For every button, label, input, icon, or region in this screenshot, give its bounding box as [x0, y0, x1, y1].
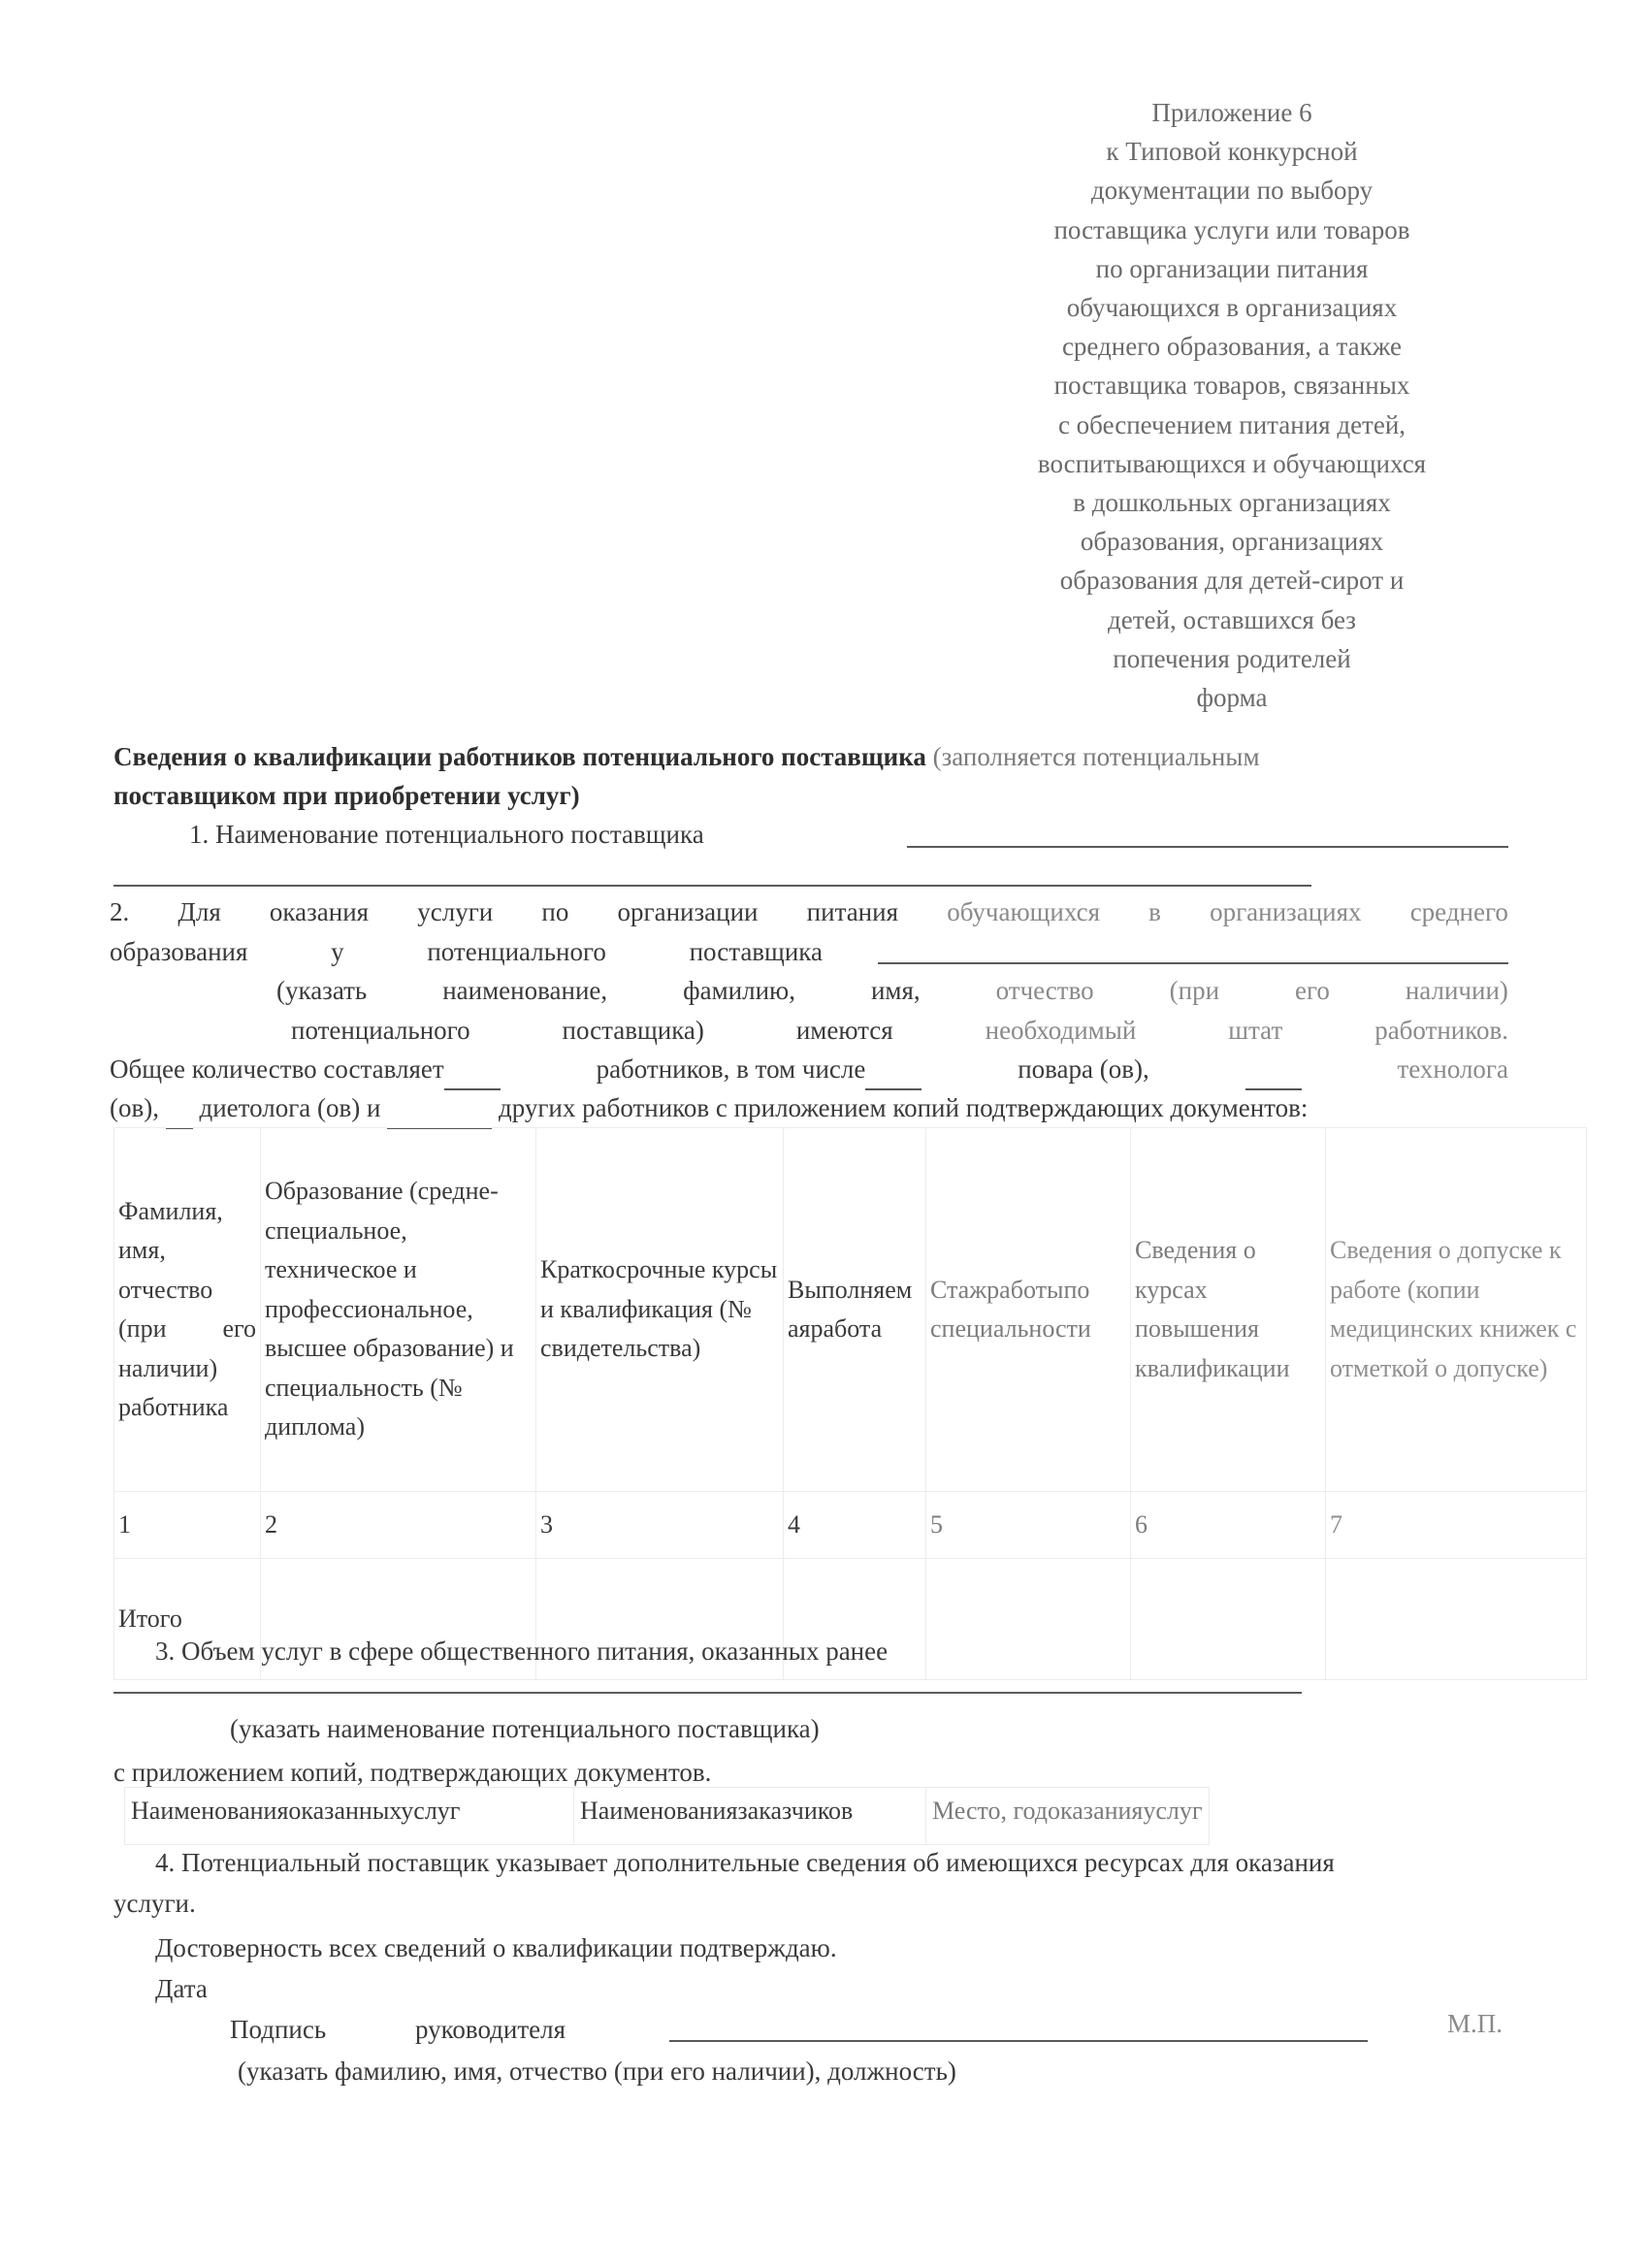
title-line2: поставщиком при приобретении услуг): [113, 781, 580, 810]
title-bold: Сведения о квалификации работников потенциального поставщика: [113, 742, 926, 771]
cooks-label: работников, в том числе: [596, 1054, 866, 1084]
appendix-line: Приложение 6: [1151, 98, 1312, 127]
technologists-label: технолога: [1397, 1054, 1508, 1084]
word: штат: [1228, 1016, 1283, 1045]
word: поставщика: [689, 937, 823, 966]
cooks-count-field[interactable]: [865, 1050, 922, 1090]
signature-label-2: руководителя: [415, 2015, 566, 2044]
section4-text: 4. Потенциальный поставщик указывает дополнительные сведения об имеющихся ресурсах для оказания: [155, 1848, 1335, 1877]
word: (ов),: [110, 1093, 159, 1122]
word: необходимый: [985, 1016, 1137, 1045]
other-workers-label: других работников с приложением копий подтверждающих документов:: [498, 1093, 1309, 1122]
appendix-line: среднего образования, а также: [1061, 332, 1403, 362]
word: обучающихся: [947, 897, 1100, 926]
word: его: [1294, 976, 1330, 1005]
word: имя,: [870, 976, 921, 1005]
staff-qualification-table: [113, 1127, 1587, 1680]
total-count-field[interactable]: [444, 1050, 501, 1090]
word: (указать: [276, 976, 368, 1005]
other-workers-count-field[interactable]: [387, 1088, 492, 1129]
header-work-performed: Выполняемаяработа: [784, 1128, 926, 1492]
section3-hint: (указать наименование потенциального поставщика): [230, 1714, 820, 1743]
header-work-permit: Сведения о допуске к работе (копии медицинских книжек с отметкой о допуске): [1326, 1128, 1587, 1492]
date-label: Дата: [155, 1974, 208, 2003]
column-number: 6: [1131, 1492, 1326, 1559]
appendix-header: [970, 93, 1494, 717]
appendix-line: поставщика товаров, связанных: [1053, 371, 1410, 401]
table-number-row: [114, 1492, 1587, 1559]
word: наличии): [1405, 976, 1508, 1005]
section2-line2: [110, 932, 823, 971]
technologists-count-field[interactable]: [1245, 1050, 1302, 1090]
section2-line3: [276, 971, 1508, 1010]
word: поставщика): [562, 1016, 704, 1045]
word: оказания: [269, 897, 370, 926]
document-title: [113, 737, 1510, 815]
section3-attach: с приложением копий, подтверждающих документов.: [113, 1758, 712, 1787]
confirmation-text: Достоверность всех сведений о квалификации подтверждаю.: [155, 1933, 837, 1962]
appendix-form-label: форма: [1196, 683, 1268, 713]
word: потенциального: [427, 937, 606, 966]
section2-line5: [110, 1050, 1508, 1090]
appendix-line: образования, организациях: [1080, 527, 1384, 557]
appendix-line: документации по выбору: [1090, 176, 1374, 206]
dietitians-label: диетолога (ов) и: [199, 1093, 381, 1122]
previous-services-field[interactable]: [113, 1692, 1302, 1694]
word: образования: [110, 937, 248, 966]
table-header-row: [114, 1128, 1587, 1492]
word: 2.: [110, 897, 130, 926]
appendix-line: в дошкольных организациях: [1073, 488, 1391, 518]
signature-field[interactable]: [669, 2040, 1368, 2042]
appendix-line: по организации питания: [1095, 253, 1369, 283]
column-number: 7: [1326, 1492, 1587, 1559]
word: питания: [806, 897, 899, 926]
services-header-row: [125, 1788, 1210, 1845]
section1-label: 1. Наименование потенциального поставщика: [189, 820, 704, 849]
section2-line1: [110, 892, 1508, 931]
column-number: 1: [114, 1492, 261, 1559]
section3-label: 3. Объем услуг в сфере общественного питания, оказанных ранее: [155, 1636, 889, 1666]
supplier-name-field[interactable]: [907, 846, 1508, 848]
supplier-name-field-2[interactable]: [878, 962, 1508, 964]
word: фамилию,: [683, 976, 795, 1005]
word: организациях: [1210, 897, 1362, 926]
title-note: (заполняется потенциальным: [932, 742, 1260, 771]
appendix-line: обучающихся в организациях: [1066, 293, 1398, 323]
appendix-line: попечения родителей: [1113, 643, 1351, 673]
header-experience: Стажработыпо специальности: [926, 1128, 1131, 1492]
signature-hint: (указать фамилию, имя, отчество (при его наличии), должность): [238, 2057, 956, 2086]
word: среднего: [1409, 897, 1508, 926]
appendix-line: воспитывающихся и обучающихся: [1037, 448, 1427, 478]
word: услуги: [417, 897, 494, 926]
stamp-label: М.П.: [1447, 2009, 1504, 2038]
section2-line4: [291, 1011, 1508, 1050]
header-education: Образование (средне-специальное, техническое и профессиональное, высшее образование) и специальность (№ диплома): [261, 1128, 536, 1492]
word: в: [1148, 897, 1161, 926]
word: наименование,: [442, 976, 608, 1005]
header-customers: Наименованиязаказчиков: [574, 1788, 926, 1845]
appendix-line: образования для детей-сирот и: [1059, 566, 1405, 596]
section2-line6: [110, 1088, 1308, 1129]
column-number: 5: [926, 1492, 1131, 1559]
total-label: Итого: [114, 1559, 261, 1680]
word: работников.: [1374, 1016, 1508, 1045]
table-cell[interactable]: [1326, 1559, 1587, 1680]
header-short-courses: Краткосрочные курсы и квалификация (№ свидетельства): [536, 1128, 784, 1492]
table-cell[interactable]: [1131, 1559, 1326, 1680]
word: у: [331, 937, 344, 966]
header-place-year: Место, годоказанияуслуг: [926, 1788, 1210, 1845]
word: потенциального: [291, 1016, 470, 1045]
appendix-line: детей, оставшихся без: [1108, 604, 1356, 634]
table-cell[interactable]: [926, 1559, 1131, 1680]
word: имеются: [795, 1016, 893, 1045]
services-table: [124, 1787, 1210, 1845]
column-number: 4: [784, 1492, 926, 1559]
header-full-name: Фамилия, имя, отчество (при его наличии) работника: [114, 1128, 261, 1492]
appendix-line: с обеспечением питания детей,: [1057, 409, 1406, 439]
word: Для: [178, 897, 221, 926]
total-count-label: Общее количество составляет: [110, 1054, 444, 1084]
supplier-name-field-continued[interactable]: [113, 885, 1311, 887]
signature-label: Подпись: [230, 2015, 327, 2044]
appendix-line: поставщика услуги или товаров: [1053, 214, 1410, 244]
word: (при: [1169, 976, 1220, 1005]
header-services: Наименованияоказанныхуслуг: [125, 1788, 574, 1845]
word: организации: [617, 897, 759, 926]
header-advanced-training: Сведения о курсах повышения квалификации: [1131, 1128, 1326, 1492]
word: по: [541, 897, 569, 926]
appendix-line: к Типовой конкурсной: [1106, 137, 1358, 167]
dietitians-count-field[interactable]: [166, 1088, 193, 1129]
section4-line1: [155, 1843, 1335, 1882]
word: отчество: [995, 976, 1094, 1005]
cooks-suffix: повара (ов),: [1018, 1054, 1149, 1084]
column-number: 2: [261, 1492, 536, 1559]
column-number: 3: [536, 1492, 784, 1559]
section4-line2: услуги.: [113, 1889, 196, 1918]
